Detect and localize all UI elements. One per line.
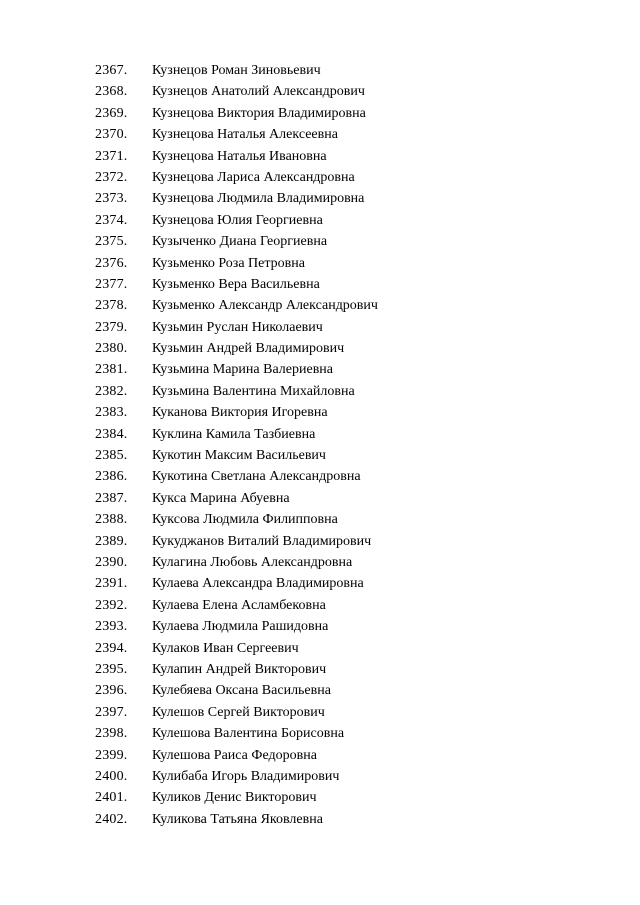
list-item: [95, 466, 378, 487]
entry-number: 2398.: [95, 726, 128, 742]
list-item: [95, 424, 378, 445]
list-item: [95, 616, 378, 637]
entry-name: Кузнецова Виктория Владимировна: [152, 105, 366, 121]
entry-number: 2394.: [95, 640, 128, 656]
list-item: [95, 188, 378, 209]
entry-name: Кулаева Людмила Рашидовна: [152, 619, 329, 635]
list-item: [95, 295, 378, 316]
entry-name: Кузьменко Роза Петровна: [152, 255, 305, 271]
entry-number: 2397.: [95, 704, 128, 720]
list-item: [95, 680, 378, 701]
entry-name: Кузьмин Андрей Владимирович: [152, 341, 345, 357]
entry-number: 2371.: [95, 148, 128, 164]
entry-number: 2400.: [95, 768, 128, 784]
entry-number: 2372.: [95, 169, 128, 185]
entry-name: Кузнецова Наталья Ивановна: [152, 148, 327, 164]
entry-name: Кулапин Андрей Викторович: [152, 661, 327, 677]
entry-number: 2381.: [95, 362, 128, 378]
list-item: [95, 103, 378, 124]
entry-number: 2392.: [95, 597, 128, 613]
entry-number: 2389.: [95, 533, 128, 549]
entry-name: Кузыченко Диана Георгиевна: [152, 234, 328, 250]
entry-name: Кузнецова Юлия Георгиевна: [152, 212, 323, 228]
list-item: [95, 573, 378, 594]
entry-name: Кулешов Сергей Викторович: [152, 704, 325, 720]
list-item: [95, 81, 378, 102]
entry-number: 2370.: [95, 127, 128, 143]
list-item: [95, 359, 378, 380]
entry-name: Кузьменко Вера Васильевна: [152, 276, 320, 292]
entry-number: 2391.: [95, 576, 128, 592]
entry-number: 2379.: [95, 319, 128, 335]
entry-name: Кузьменко Александр Александрович: [152, 298, 378, 314]
list-item: [95, 509, 378, 530]
entry-name: Кузнецова Лариса Александровна: [152, 169, 355, 185]
entry-name: Кулагина Любовь Александровна: [152, 554, 353, 570]
list-item: [95, 381, 378, 402]
list-item: [95, 488, 378, 509]
entry-number: 2385.: [95, 448, 128, 464]
list-item: [95, 445, 378, 466]
entry-number: 2401.: [95, 790, 128, 806]
entry-name: Кукса Марина Абуевна: [152, 490, 290, 506]
list-item: [95, 60, 378, 81]
list-item: [95, 317, 378, 338]
entry-number: 2388.: [95, 512, 128, 528]
entry-number: 2376.: [95, 255, 128, 271]
entry-name: Кукотина Светлана Александровна: [152, 469, 361, 485]
list-item: [95, 124, 378, 145]
entry-number: 2395.: [95, 661, 128, 677]
list-item: [95, 402, 378, 423]
entry-name: Кулешова Раиса Федоровна: [152, 747, 317, 763]
list-item: [95, 231, 378, 252]
entry-number: 2383.: [95, 405, 128, 421]
entry-number: 2367.: [95, 63, 128, 78]
entry-name: Куликов Денис Викторович: [152, 790, 317, 806]
list-item: [95, 787, 378, 808]
entry-number: 2374.: [95, 212, 128, 228]
entry-number: 2384.: [95, 426, 128, 442]
name-list: [95, 60, 378, 830]
entry-number: 2402.: [95, 811, 128, 827]
entry-name: Куканова Виктория Игоревна: [152, 405, 328, 421]
list-item: [95, 167, 378, 188]
entry-number: 2390.: [95, 554, 128, 570]
entry-name: Куклина Камила Тазбиевна: [152, 426, 316, 442]
entry-name: Кулибаба Игорь Владимирович: [152, 768, 340, 784]
entry-name: Кузьмина Марина Валериевна: [152, 362, 334, 378]
entry-number: 2368.: [95, 84, 128, 100]
entry-name: Кузнецова Людмила Владимировна: [152, 191, 365, 207]
entry-number: 2373.: [95, 191, 128, 207]
entry-number: 2382.: [95, 383, 128, 399]
list-item: [95, 809, 378, 830]
entry-name: Кулаева Елена Асламбековна: [152, 597, 326, 613]
entry-number: 2377.: [95, 276, 128, 292]
list-item: [95, 338, 378, 359]
entry-name: Куликова Татьяна Яковлевна: [152, 811, 323, 827]
entry-number: 2396.: [95, 683, 128, 699]
list-item: [95, 766, 378, 787]
entry-name: Кузьмин Руслан Николаевич: [152, 319, 323, 335]
entry-name: Кукотин Максим Васильевич: [152, 448, 326, 464]
entry-name: Куксова Людмила Филипповна: [152, 512, 338, 528]
list-item: [95, 702, 378, 723]
list-item: [95, 552, 378, 573]
list-item: [95, 531, 378, 552]
entry-number: 2399.: [95, 747, 128, 763]
entry-name: Кулаков Иван Сергеевич: [152, 640, 299, 656]
entry-name: Кузнецов Анатолий Александрович: [152, 84, 365, 100]
list-item: [95, 745, 378, 766]
entry-number: 2393.: [95, 619, 128, 635]
entry-name: Кукуджанов Виталий Владимирович: [152, 533, 372, 549]
entry-number: 2380.: [95, 341, 128, 357]
list-item: [95, 210, 378, 231]
list-item: [95, 638, 378, 659]
list-item: [95, 595, 378, 616]
entry-name: Кулаева Александра Владимировна: [152, 576, 364, 592]
entry-name: Кузнецова Наталья Алексеевна: [152, 127, 338, 143]
list-item: [95, 274, 378, 295]
entry-number: 2386.: [95, 469, 128, 485]
entry-number: 2378.: [95, 298, 128, 314]
entry-name: Кузьмина Валентина Михайловна: [152, 383, 355, 399]
entry-number: 2375.: [95, 234, 128, 250]
list-item: [95, 253, 378, 274]
entry-number: 2387.: [95, 490, 128, 506]
list-item: [95, 659, 378, 680]
list-item: [95, 723, 378, 744]
entry-number: 2369.: [95, 105, 128, 121]
entry-name: Кулебяева Оксана Васильевна: [152, 683, 331, 699]
entry-name: Кузнецов Роман Зиновьевич: [152, 63, 321, 78]
list-item: [95, 146, 378, 167]
entry-name: Кулешова Валентина Борисовна: [152, 726, 345, 742]
